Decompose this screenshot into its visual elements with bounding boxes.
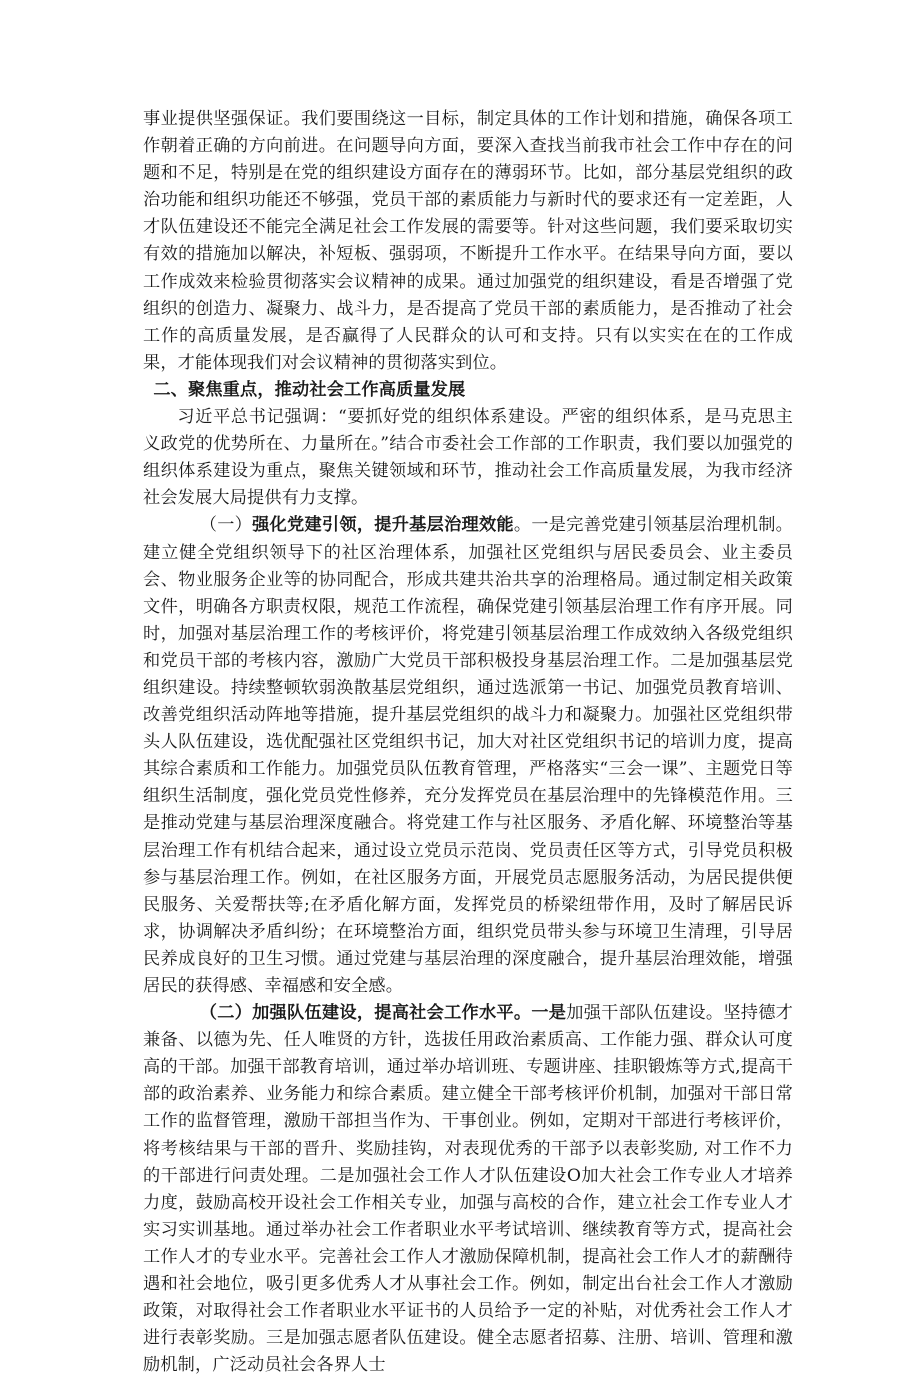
paragraph-1: 事业提供坚强保证。我们要围绕这一目标，制定具体的工作计划和措施，确保各项工作朝着正确的方向前进。在问题导向方面，要深入查找当前我市社会工作中存在的问题和不足，特别是在党的组织建设方面存在的薄弱环节。比如，部分基层党组织的政治功能和组织功能还不够强，党员干部的素质能力与新时代的要求还有一定差距，人才队伍建设还不能完全满足社会工作发展的需要等。针对这些问题，我们要采取切实有效的措施加以解决，补短板、强弱项，不断提升工作水平。在结果导向方面，要以工作成效来检验贯彻落实会议精神的成果。通过加强党的组织建设，看是否增强了党组织的创造力、凝聚力、战斗力，是否提高了党员干部的素质能力，是否推动了社会工作的高质量发展，是否赢得了人民群众的认可和支持。只有以实实在在的工作成果，才能体现我们对会议精神的贯彻落实到位。 [143,109,793,373]
document-page [143,106,793,1379]
paragraph-2: 习近平总书记强调：“要抓好党的组织体系建设。严密的组织体系，是马克思主义政党的优势所在、力量所在。”结合市委社会工作部的工作职责，我们要以加强党的组织体系建设为重点，聚焦关键领域和环节，推动社会工作高质量发展，为我市经济社会发展大局提供有力支撑。 [143,407,793,509]
subsection-1-body: 。一是完善党建引领基层治理机制。建立健全党组织领导下的社区治理体系，加强社区党组织与居民委员会、业主委员会、物业服务企业等的协同配合，形成共建共治共享的治理格局。通过制定相关政策文件，明确各方职责权限，规范工作流程，确保党建引领基层治理工作有序开展。同时，加强对基层治理工作的考核评价，将党建引领基层治理工作成效纳入各级党组织和党员干部的考核内容，激励广大党员干部积极投身基层治理工作。二是加强基层党组织建设。持续整顿软弱涣散基层党组织，通过选派第一书记、加强党员教育培训、改善党组织活动阵地等措施，提升基层党组织的战斗力和凝聚力。加强社区党组织带头人队伍建设，选优配强社区党组织书记，加大对社区党组织书记的培训力度，提高其综合素质和工作能力。加强党员队伍教育管理，严格落实“三会一课”、主题党日等组织生活制度，强化党员党性修养，充分发挥党员在基层治理中的先锋模范作用。三是推动党建与基层治理深度融合。将党建工作与社区服务、矛盾化解、环境整治等基层治理工作有机结合起来，通过设立党员示范岗、党员责任区等方式，引导党员积极参与基层治理工作。例如，在社区服务方面，开展党员志愿服务活动，为居民提供便民服务、关爱帮扶等;在矛盾化解方面，发挥党员的桥梁纽带作用，及时了解居民诉求，协调解决矛盾纠纷；在环境整治方面，组织党员带头参与环境卫生清理，引导居民养成良好的卫生习惯。通过党建与基层治理的深度融合，提升基层治理效能，增强居民的获得感、幸福感和安全感。 [143,515,793,996]
subsection-1-label: （一） [199,515,253,536]
subsection-1-title: 强化党建引领，提升基层治理效能 [252,515,514,536]
subsection-2 [143,1000,793,1379]
subsection-2-body: 加强干部队伍建设。坚持德才兼备、以德为先、任人唯贤的方针，选拔任用政治素质高、工作能力强、群众认可度高的干部。加强干部教育培训，通过举办培训班、专题讲座、挂职锻炼等方式,提高干部的政治素养、业务能力和综合素质。建立健全干部考核评价机制，加强对干部日常工作的监督管理，激励干部担当作为、干事创业。例如，定期对干部进行考核评价，将考核结果与干部的晋升、奖励挂钩，对表现优秀的干部予以表彰奖励, 对工作不力的干部进行问责处理。二是加强社会工作人才队伍建设O加大社会工作专业人才培养力度，鼓励高校开设社会工作相关专业，加强与高校的合作，建立社会工作专业人才实习实训基地。通过举办社会工作者职业水平考试培训、继续教育等方式，提高社会工作人才的专业水平。完善社会工作人才激励保障机制，提高社会工作人才的薪酬待遇和社会地位，吸引更多优秀人才从事社会工作。例如，制定出台社会工作人才激励政策，对取得社会工作者职业水平证书的人员给予一定的补贴，对优秀社会工作人才进行表彰奖励。三是加强志愿者队伍建设。健全志愿者招募、注册、培训、管理和激励机制，广泛动员社会各界人士 [143,1003,794,1376]
section-heading-2: 二、聚焦重点，推动社会工作高质量发展 [153,379,466,400]
subsection-2-title: （二）加强队伍建设，提高社会工作水平。一是 [199,1003,567,1024]
subsection-1 [143,512,793,1000]
